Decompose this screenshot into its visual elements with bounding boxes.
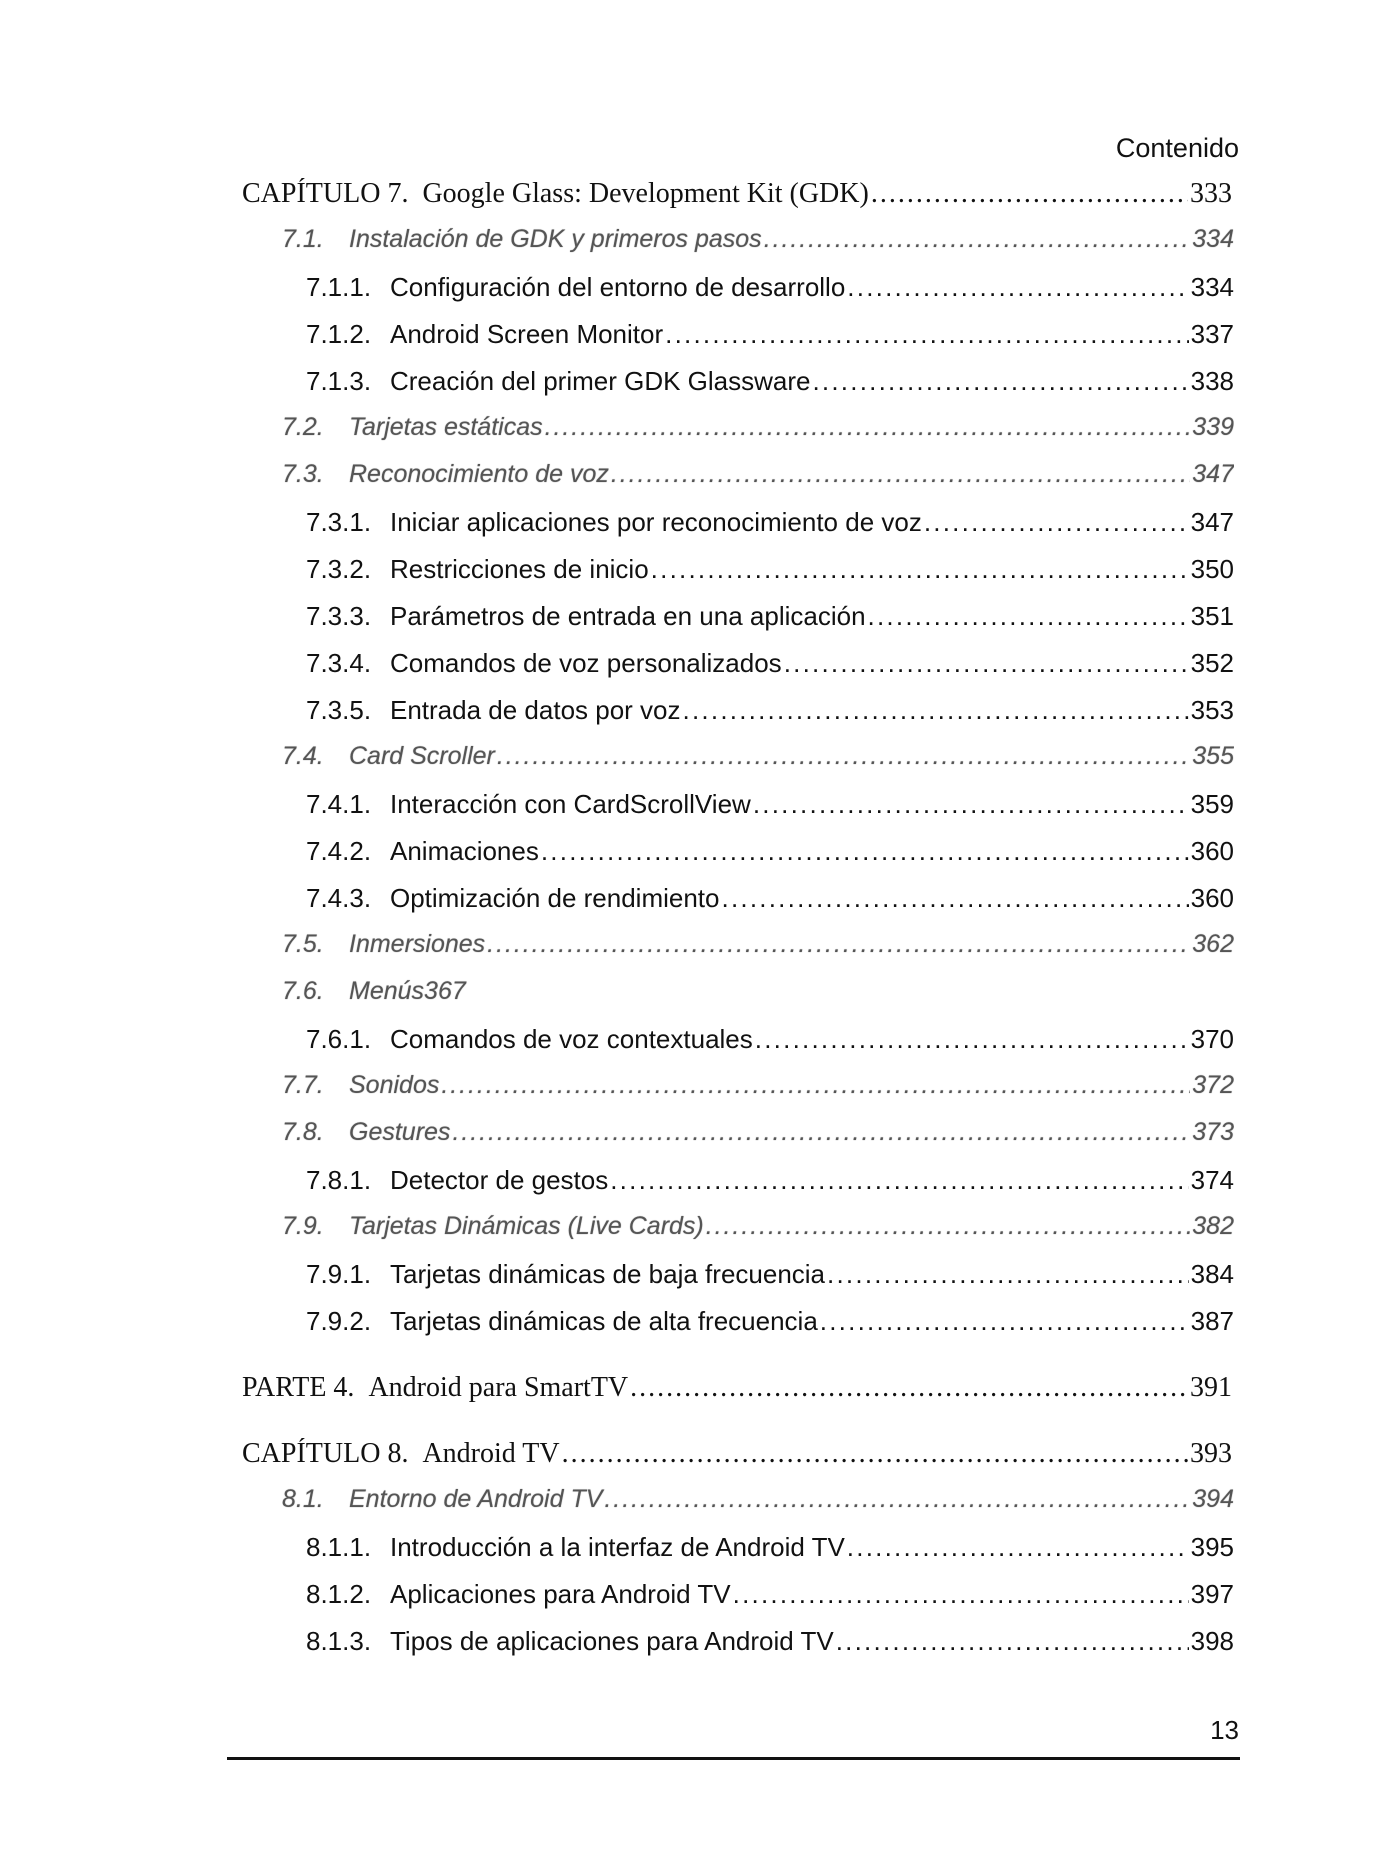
toc-entry-number: 7.1. xyxy=(282,225,324,253)
toc-entry[interactable] xyxy=(306,695,1234,726)
toc-entry-title: Tarjetas Dinámicas (Live Cards) xyxy=(349,1212,704,1240)
dot-leader xyxy=(706,1212,1191,1241)
toc-entry-page: 374 xyxy=(1190,1165,1234,1195)
toc-entry[interactable] xyxy=(282,742,1234,771)
dot-leader xyxy=(812,366,1188,397)
toc-entry-page: 353 xyxy=(1190,695,1234,725)
toc-entry[interactable] xyxy=(306,319,1234,350)
dot-leader xyxy=(497,742,1190,771)
toc-entry-page: 350 xyxy=(1190,554,1234,584)
running-header: Contenido xyxy=(1115,133,1239,163)
toc-entry-number: 8.1.3. xyxy=(306,1626,372,1656)
dot-leader xyxy=(784,648,1189,679)
toc-entry-number: 7.1.3. xyxy=(306,366,372,396)
toc-entry[interactable] xyxy=(282,1071,1234,1100)
toc-entry-title: Comandos de voz contextuales xyxy=(390,1024,753,1054)
toc-entry[interactable] xyxy=(306,601,1234,632)
toc-entry-title: Gestures xyxy=(349,1118,451,1146)
dot-leader xyxy=(868,601,1189,632)
toc-entry-title: Entorno de Android TV xyxy=(349,1485,603,1513)
toc-entry[interactable] xyxy=(282,1118,1234,1147)
toc-entry-title: Instalación de GDK y primeros pasos xyxy=(349,225,762,253)
toc-entry-number: 7.5. xyxy=(282,930,324,958)
toc-entry-page: 367 xyxy=(424,977,466,1005)
dot-leader xyxy=(733,1579,1189,1610)
toc-entry-number: 7.9.1. xyxy=(306,1259,372,1289)
toc-entry-title: Android TV xyxy=(422,1438,560,1469)
toc-entry-page: 360 xyxy=(1190,836,1234,866)
dot-leader xyxy=(604,1485,1190,1514)
dot-leader xyxy=(562,1438,1188,1470)
toc-entry-title: Android Screen Monitor xyxy=(390,319,664,349)
toc-entry-page: 333 xyxy=(1190,178,1232,209)
toc-entry-number: 7.4.2. xyxy=(306,836,372,866)
toc-entry-number: 7.4.3. xyxy=(306,883,372,913)
toc-entry-page: 372 xyxy=(1192,1071,1234,1099)
toc-entry-page: 334 xyxy=(1190,272,1234,302)
dot-leader xyxy=(871,178,1188,210)
toc-entry-page: 337 xyxy=(1190,319,1234,349)
toc-entry[interactable] xyxy=(282,225,1234,254)
toc-entry-number: 7.4.1. xyxy=(306,789,372,819)
toc-entry[interactable] xyxy=(282,460,1234,489)
dot-leader xyxy=(487,930,1190,959)
page-number: 13 xyxy=(1210,1715,1239,1745)
dot-leader xyxy=(847,272,1188,303)
toc-entry-number: 7.1.2. xyxy=(306,319,372,349)
toc-entry-page: 384 xyxy=(1190,1259,1234,1289)
toc-entry-number: 7.8.1. xyxy=(306,1165,372,1195)
toc-entry-title: Android para SmartTV xyxy=(368,1372,629,1403)
dot-leader xyxy=(836,1626,1189,1657)
dot-leader xyxy=(541,836,1189,867)
toc-entry-title: Tipos de aplicaciones para Android TV xyxy=(390,1626,834,1656)
toc-entry-number: 7.3.1. xyxy=(306,507,372,537)
toc-entry-page: 373 xyxy=(1192,1118,1234,1146)
toc-entry-page: 397 xyxy=(1190,1579,1234,1609)
dot-leader xyxy=(441,1071,1190,1100)
toc-entry-title: Configuración del entorno de desarrollo xyxy=(390,272,846,302)
dot-leader xyxy=(722,883,1189,914)
toc-entry-number: 7.6.1. xyxy=(306,1024,372,1054)
toc-entry-page: 347 xyxy=(1190,507,1234,537)
toc-entry-title: Inmersiones xyxy=(349,930,486,958)
toc-entry[interactable] xyxy=(282,977,1234,1006)
toc-entry[interactable] xyxy=(306,507,1234,538)
toc-entry-page: 387 xyxy=(1190,1306,1234,1336)
toc-entry-page: 355 xyxy=(1192,742,1234,770)
toc-entry-title: Reconocimiento de voz xyxy=(349,460,609,488)
toc-entry[interactable] xyxy=(282,1485,1234,1514)
toc-entry-number: 7.1.1. xyxy=(306,272,372,302)
toc-entry-number: 8.1.1. xyxy=(306,1532,372,1562)
toc-entry[interactable] xyxy=(282,1212,1234,1241)
dot-leader xyxy=(630,1372,1188,1404)
toc-entry[interactable] xyxy=(306,836,1234,867)
toc-entry[interactable] xyxy=(306,554,1234,585)
toc-entry[interactable] xyxy=(306,1024,1234,1055)
toc-entry-title: Animaciones xyxy=(390,836,539,866)
toc-entry[interactable] xyxy=(306,648,1234,679)
toc-entry-number: 7.3.4. xyxy=(306,648,372,678)
toc-entry-number: 7.3.2. xyxy=(306,554,372,584)
toc-entry-number: 8.1. xyxy=(282,1485,324,1513)
toc-entry-title: Google Glass: Development Kit (GDK) xyxy=(422,178,869,209)
toc-entry-page: 393 xyxy=(1190,1438,1232,1469)
toc-entry-page: 391 xyxy=(1190,1372,1232,1403)
toc-entry-page: 394 xyxy=(1192,1485,1234,1513)
toc-entry-number: 7.4. xyxy=(282,742,324,770)
toc-entry-title: Menús xyxy=(349,977,425,1005)
dot-leader xyxy=(452,1118,1190,1147)
toc-entry-page: 352 xyxy=(1190,648,1234,678)
toc-entry[interactable] xyxy=(242,178,1232,210)
dot-leader xyxy=(665,319,1188,350)
toc-entry-title: Detector de gestos xyxy=(390,1165,609,1195)
toc-entry-page: 370 xyxy=(1190,1024,1234,1054)
toc-entry-number: 7.6. xyxy=(282,977,324,1005)
toc-entry[interactable] xyxy=(306,1579,1234,1610)
toc-entry-title: Aplicaciones para Android TV xyxy=(390,1579,731,1609)
toc-entry[interactable] xyxy=(306,1165,1234,1196)
toc-entry-number: 7.7. xyxy=(282,1071,324,1099)
dot-leader xyxy=(764,225,1191,254)
toc-entry-number: 7.3.3. xyxy=(306,601,372,631)
toc-entry[interactable] xyxy=(306,883,1234,914)
toc-entry-title: Card Scroller xyxy=(349,742,495,770)
toc-entry-page: 382 xyxy=(1192,1212,1234,1240)
toc-entry-number: 8.1.2. xyxy=(306,1579,372,1609)
toc-entry-title: Interacción con CardScrollView xyxy=(390,789,751,819)
toc-entry-title: Tarjetas estáticas xyxy=(349,413,543,441)
toc-entry-title: Parámetros de entrada en una aplicación xyxy=(390,601,866,631)
toc-entry-page: 395 xyxy=(1190,1532,1234,1562)
toc-entry[interactable] xyxy=(242,1438,1232,1470)
toc-entry-page: 360 xyxy=(1190,883,1234,913)
toc-entry-number: 7.9.2. xyxy=(306,1306,372,1336)
toc-entry-title: Entrada de datos por voz xyxy=(390,695,681,725)
dot-leader xyxy=(847,1532,1189,1563)
toc-entry-number: 7.8. xyxy=(282,1118,324,1146)
toc-entry-title: Iniciar aplicaciones por reconocimiento de voz xyxy=(390,507,922,537)
toc-entry-title: Creación del primer GDK Glassware xyxy=(390,366,811,396)
toc-entry-page: 347 xyxy=(1192,460,1234,488)
toc-entry-number: CAPÍTULO 8. xyxy=(242,1438,409,1469)
toc-entry[interactable] xyxy=(306,1259,1234,1290)
footer-rule xyxy=(227,1757,1240,1760)
dot-leader xyxy=(683,695,1189,726)
toc-entry-title: Comandos de voz personalizados xyxy=(390,648,782,678)
toc-entry-page: 351 xyxy=(1190,601,1234,631)
dot-leader xyxy=(610,1165,1188,1196)
dot-leader xyxy=(827,1259,1189,1290)
toc-entry[interactable] xyxy=(306,1532,1234,1563)
toc-entry[interactable] xyxy=(282,413,1234,442)
toc-entry-title: Optimización de rendimiento xyxy=(390,883,720,913)
toc-entry[interactable] xyxy=(306,366,1234,397)
toc-entry-page: 359 xyxy=(1190,789,1234,819)
toc-entry-page: 362 xyxy=(1192,930,1234,958)
toc-entry[interactable] xyxy=(242,1372,1232,1404)
dot-leader xyxy=(753,789,1189,820)
toc-entry-title: Restricciones de inicio xyxy=(390,554,649,584)
toc-entry-page: 338 xyxy=(1190,366,1234,396)
dot-leader xyxy=(651,554,1189,585)
toc-entry[interactable] xyxy=(306,272,1234,303)
toc-entry-number: PARTE 4. xyxy=(242,1372,355,1403)
toc-entry-title: Tarjetas dinámicas de alta frecuencia xyxy=(390,1306,818,1336)
toc-entry-number: 7.2. xyxy=(282,413,324,441)
toc-entry-title: Introducción a la interfaz de Android TV xyxy=(390,1532,845,1562)
toc-entry[interactable] xyxy=(306,1306,1234,1337)
toc-entry-number: CAPÍTULO 7. xyxy=(242,178,409,209)
toc-entry-page: 398 xyxy=(1190,1626,1234,1656)
toc-entry-number: 7.3.5. xyxy=(306,695,372,725)
toc-entry[interactable] xyxy=(306,1626,1234,1657)
toc-entry[interactable] xyxy=(282,930,1234,959)
dot-leader xyxy=(924,507,1189,538)
dot-leader xyxy=(755,1024,1189,1055)
toc-entry-page: 334 xyxy=(1192,225,1234,253)
toc-entry-number: 7.3. xyxy=(282,460,324,488)
dot-leader xyxy=(611,460,1190,489)
toc-entry-page: 339 xyxy=(1192,413,1234,441)
dot-leader xyxy=(820,1306,1189,1337)
dot-leader xyxy=(545,413,1191,442)
toc-entry[interactable] xyxy=(306,789,1234,820)
toc-entry-title: Tarjetas dinámicas de baja frecuencia xyxy=(390,1259,826,1289)
toc-entry-title: Sonidos xyxy=(349,1071,440,1099)
toc-entry-number: 7.9. xyxy=(282,1212,324,1240)
